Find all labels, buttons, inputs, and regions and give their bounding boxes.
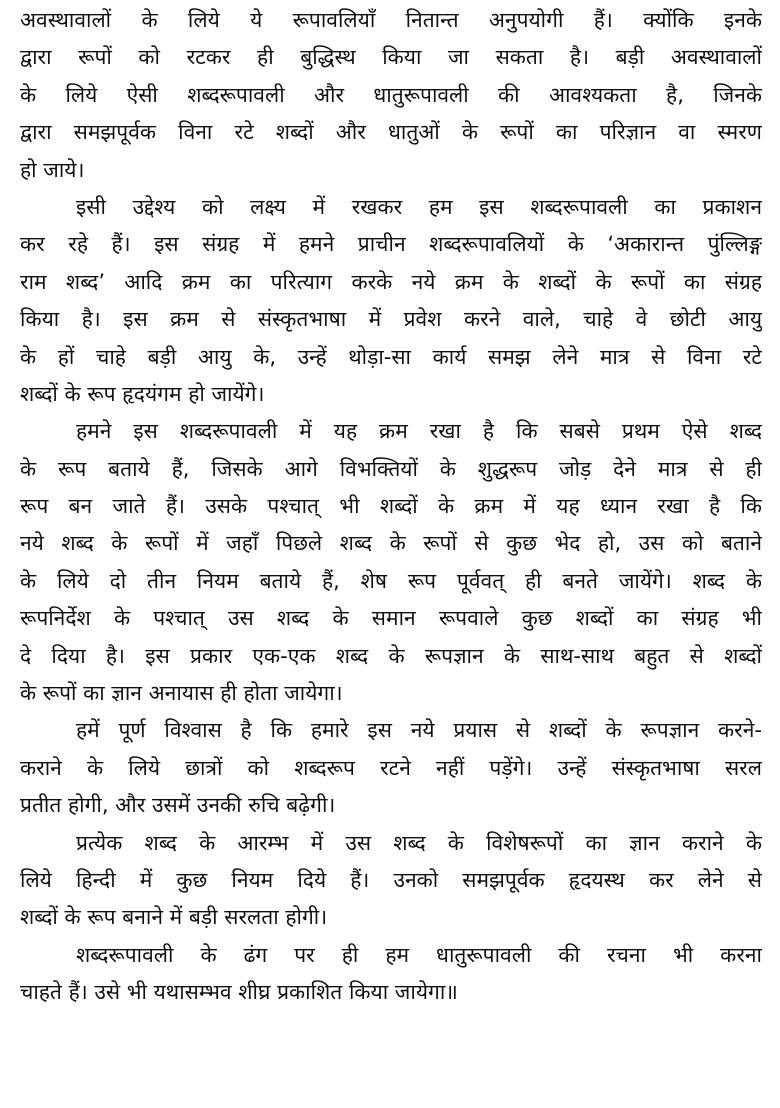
text-line: इसी उद्देश्य को लक्ष्य में रखकर हम इस शब्दरूपावली का प्रकाशन — [76, 194, 762, 219]
text-line: के हों चाहे बड़ी आयु के, उन्हें थोड़ा-सा कार्य समझ लेने मात्र से विना रटे — [20, 344, 762, 369]
text-line: द्वारा रूपों को रटकर ही बुद्धिस्थ किया जा सकता है। बड़ी अवस्थावालों — [20, 45, 762, 70]
text-line: राम शब्द’ आदि क्रम का परित्याग करके नये क्रम के शब्दों के रूपों का संग्रह — [20, 269, 762, 294]
text-line: कराने के लिये छात्रों को शब्दरूप रटने नहीं पड़ेंगे। उन्हें संस्कृतभाषा सरल — [20, 755, 762, 780]
text-line: लिये हिन्दी में कुछ नियम दिये हैं। उनको समझपूर्वक हृदयस्थ कर लेने से — [20, 867, 762, 892]
text-line: द्वारा समझपूर्वक विना रटे शब्दों और धातुओं के रूपों का परिज्ञान वा स्मरण — [20, 120, 762, 145]
text-line: प्रतीत होगी, और उसमें उनकी रुचि बढ़ेगी। — [20, 793, 336, 818]
paragraph-1 — [20, 2, 762, 189]
text-line: प्रत्येक शब्द के आरम्भ में उस शब्द के विशेषरूपों का ज्ञान कराने के — [76, 830, 762, 855]
text-line: के रूप बताये हैं, जिसके आगे विभक्तियों के शुद्धरूप जोड़ देने मात्र से ही — [20, 456, 762, 481]
text-line: हो जाये। — [20, 157, 85, 182]
text-line: के लिये ऐसी शब्दरूपावली और धातुरूपावली की आवश्यकता है, जिनके — [20, 82, 762, 107]
text-line: हमें पूर्ण विश्वास है कि हमारे इस नये प्रयास से शब्दों के रूपज्ञान करने- — [76, 718, 762, 743]
paragraph-6 — [20, 937, 762, 1012]
text-line: शब्दों के रूप बनाने में बड़ी सरलता होगी। — [20, 905, 328, 930]
paragraph-3 — [20, 413, 762, 712]
text-line: कर रहे हैं। इस संग्रह में हमने प्राचीन शब्दरूपावलियों के ‘अकारान्त पुंल्लिङ्ग — [20, 232, 762, 257]
document-page — [20, 2, 762, 1102]
text-line: नये शब्द के रूपों में जहाँ पिछले शब्द के रूपों से कुछ भेद हो, उस को बताने — [20, 531, 762, 556]
text-line: किया है। इस क्रम से संस्कृतभाषा में प्रवेश करने वाले, चाहे वे छोटी आयु — [20, 307, 762, 332]
text-line: रूपनिर्देश के पश्चात् उस शब्द के समान रूपवाले कुछ शब्दों का संग्रह भी — [20, 606, 762, 631]
text-line: के लिये दो तीन नियम बताये हैं, शेष रूप पूर्ववत् ही बनते जायेंगे। शब्द के — [20, 568, 762, 593]
text-line: शब्दों के रूप हृदयंगम हो जायेंगे। — [20, 381, 265, 406]
text-line: हमने इस शब्दरूपावली में यह क्रम रखा है कि सबसे प्रथम ऐसे शब्द — [76, 419, 762, 444]
text-line: के रूपों का ज्ञान अनायास ही होता जायेगा। — [20, 681, 343, 706]
text-line: शब्दरूपावली के ढंग पर ही हम धातुरूपावली की रचना भी करना — [76, 942, 762, 967]
text-line: अवस्थावालों के लिये ये रूपावलियाँ नितान्त अनुपयोगी हैं। क्योंकि इनके — [20, 8, 762, 32]
paragraph-5 — [20, 825, 762, 937]
paragraph-4 — [20, 712, 762, 824]
paragraph-2 — [20, 189, 762, 413]
text-line: चाहते हैं। उसे भी यथासम्भव शीघ्र प्रकाशित किया जायेगा॥ — [20, 980, 458, 1005]
text-line: दे दिया है। इस प्रकार एक-एक शब्द के रूपज्ञान के साथ-साथ बहुत से शब्दों — [20, 643, 762, 668]
text-line: रूप बन जाते हैं। उसके पश्चात् भी शब्दों के क्रम में यह ध्यान रखा है कि — [20, 494, 762, 519]
